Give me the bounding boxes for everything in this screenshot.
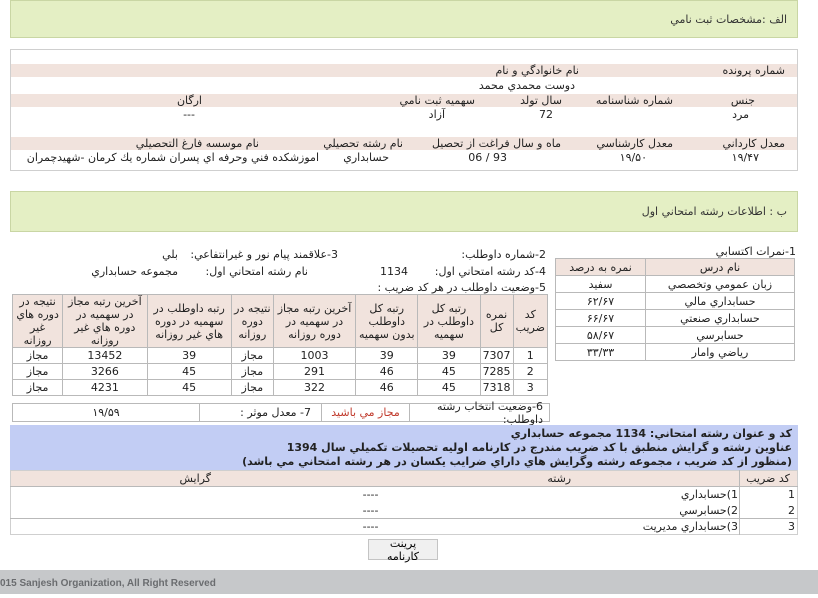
rank-no-quota: 39 [356,348,418,364]
organ-label: ارگان [176,94,202,107]
fields-specialty: ---- [362,488,379,502]
rank-quota: 45 [418,364,480,380]
course-percent: ۵۸/۶۷ [556,327,646,344]
ranks-row [13,348,548,364]
rank-code: 2 [513,364,547,380]
fields-header-row [11,471,798,487]
selection-status [12,399,550,426]
name-label: نام خانوادگي و نام [495,64,579,77]
quota-label: سهميه ثبت نامي [399,94,475,107]
section-b-title: ب : اطلاعات رشته امتحاني اول [641,205,787,218]
field-info-line-1: كد و عنوان رشته امتحاني: 1134 مجموعه حسابداري [510,427,792,440]
reg-row-header-3 [11,137,797,150]
reg-row-header-2 [11,94,797,107]
rank-nonday: 39 [147,348,231,364]
bachelor-gpa-label: معدل كارشناسي [596,137,673,150]
file-number-label: شماره پرونده [722,64,785,77]
candidate-status-label: 5-وضعيت داوطلب در هر كد ضريب : [377,281,546,294]
rank-code: 1 [513,348,547,364]
course-name: حسابرسي [646,327,795,344]
grades-row [556,344,795,361]
course-name: حسابداري مالي [646,293,795,310]
name-value: دوست محمدي محمد [478,79,575,92]
fields-code: 3 [740,519,798,535]
ranks-table [12,294,548,396]
fields-header-specialty: گرايش [11,471,380,487]
print-report-button[interactable]: پرينت كارنامه [368,539,438,560]
pnu-label: 3-علاقمند پيام نور و غيرانتفاعي: [190,248,338,261]
ranks-header-rank-quota: رتبه كل داوطلب در سهميه [418,295,480,348]
rank-quota: 45 [418,380,480,396]
section-a-title: الف :مشخصات ثبت نامي [670,12,787,26]
major-value: حسابداري [343,151,389,164]
organ-value: --- [183,108,195,121]
rank-last-day: 322 [273,380,355,396]
grades-header-row [556,259,795,276]
fields-code: 2 [740,503,798,519]
major-label: نام رشته تحصيلي [323,137,403,150]
birth-year-value: 72 [539,108,553,121]
fields-specialty: ---- [11,519,380,535]
course-percent: ۶۶/۶۷ [556,310,646,327]
field-code-label: 4-كد رشته امتحاني اول: [434,265,546,278]
rank-last-nonday: 4231 [63,380,147,396]
rank-last-day: 1003 [273,348,355,364]
field-info-line-2: عناوين رشته و گرايش منطبق با كد ضريب مندرج در كارنامه اوليه تحصيلات تكميلي سال 1394 [286,441,792,454]
institute-value: اموزشكده فني وحرفه اي پسران شماره يك كرمان -شهيدچمران [26,151,319,164]
institute-label: نام موسسه فارغ التحصيلي [135,137,259,150]
fields-header-code: كد ضريب [740,471,798,487]
reg-row-values-1 [11,79,797,92]
fields-row [11,503,798,519]
rank-code: 3 [513,380,547,396]
fields-table [10,470,798,535]
grades-row [556,327,795,344]
grades-header-percent: نمره به درصد [556,259,646,276]
field-info-line-3: (منظور از كد ضريب ، مجموعه رشته وگرايش هاي داراي ضرايب يكسان در هر رشته امتحاني مي باشد) [242,455,792,468]
section-b-header [10,191,798,232]
ranks-row [13,380,548,396]
quota-value: آزاد [428,108,445,121]
ranks-header-result-day: نتيجه در دوره روزانه [231,295,273,348]
rank-total-score: 7307 [480,348,513,364]
fields-code: 1 [740,487,798,503]
graduation-label: ماه و سال فراغت از تحصيل [431,137,561,150]
ranks-header-total-score: نمره كل [480,295,513,348]
selection-label: 6-وضعيت انتخاب رشته داوطلب: [409,404,549,421]
effective-gpa-label: 7- معدل موثر : [199,404,321,421]
field-name-label: نام رشته امتحاني اول: [205,265,308,278]
field-name-value: مجموعه حسابداري [91,265,178,278]
gender-value: مرد [732,108,749,121]
rank-nonday: 45 [147,364,231,380]
rank-last-nonday: 3266 [63,364,147,380]
grades-row [556,276,795,293]
field-info-box [10,425,798,470]
course-name: رياضي وامار [646,344,795,361]
rank-nonday: 45 [147,380,231,396]
course-percent: سفيد [556,276,646,293]
rank-result-nonday: مجاز [13,348,63,364]
fields-row [11,487,798,503]
reg-row-values-3 [11,151,797,164]
ranks-header-last-rank-nonday: آخرين رتبه مجاز در سهميه در دوره هاي غير روزانه [63,295,147,348]
ranks-header-row [13,295,548,348]
rank-result-nonday: مجاز [13,364,63,380]
ranks-header-rank-no-quota: رتبه كل داوطلب بدون سهميه [356,295,418,348]
candidate-number-label: 2-شماره داوطلب: [461,248,546,261]
course-percent: ۶۲/۶۷ [556,293,646,310]
footer [0,570,818,594]
id-number-label: شماره شناسنامه [595,94,673,107]
rank-result-day: مجاز [231,348,273,364]
fields-major: 1)حسابداري [680,488,738,502]
associate-gpa-label: معدل كارداني [722,137,785,150]
grades-table [555,258,795,361]
course-name: حسابداري صنعتي [646,310,795,327]
rank-quota: 39 [418,348,480,364]
graduation-value: 93 / 06 [468,151,507,164]
grades-row [556,310,795,327]
associate-gpa-value: ۱۹/۴۷ [731,151,759,164]
ranks-row [13,364,548,380]
rank-no-quota: 46 [356,380,418,396]
reg-row-values-2 [11,108,797,121]
copyright-text: 015 Sanjesh Organization, All Right Reserved [0,578,216,589]
fields-header-major: رشته [380,471,740,487]
rank-result-day: مجاز [231,364,273,380]
rank-total-score: 7318 [480,380,513,396]
pnu-value: بلي [162,248,178,261]
rank-result-day: مجاز [231,380,273,396]
ranks-header-result-nonday: نتيجه در دوره هاي غير روزانه [13,295,63,348]
grades-row [556,293,795,310]
bachelor-gpa-value: ۱۹/۵۰ [619,151,647,164]
fields-major: 3)حسابداري مديريت [380,519,740,535]
gender-label: جنس [730,94,755,107]
fields-major: 2)حسابرسي [679,503,738,517]
grades-header-course: نام درس [646,259,795,276]
course-percent: ۳۳/۳۳ [556,344,646,361]
ranks-header-code: كد ضريب [513,295,547,348]
rank-result-nonday: مجاز [13,380,63,396]
rank-last-day: 291 [273,364,355,380]
grades-title: 1-نمرات اكتسابي [715,245,796,258]
reg-row-header-1 [11,64,797,77]
effective-gpa-value: ۱۹/۵۹ [92,406,120,419]
birth-year-label: سال تولد [520,94,562,107]
rank-total-score: 7285 [480,364,513,380]
rank-no-quota: 46 [356,364,418,380]
ranks-header-rank-nonday: رتبه داوطلب در سهميه در دوره هاي غير روزانه [147,295,231,348]
fields-specialty: ---- [362,503,379,517]
rank-last-nonday: 13452 [63,348,147,364]
selection-value: مجاز مي باشيد [321,404,409,421]
course-name: زبان عمومي وتخصصي [646,276,795,293]
ranks-header-last-rank-day: آخرين رتبه مجاز در سهميه در دوره روزانه [273,295,355,348]
section-a-header [10,0,798,38]
registration-info [10,49,798,171]
fields-row [11,519,798,535]
field-code-value: 1134 [380,265,408,278]
